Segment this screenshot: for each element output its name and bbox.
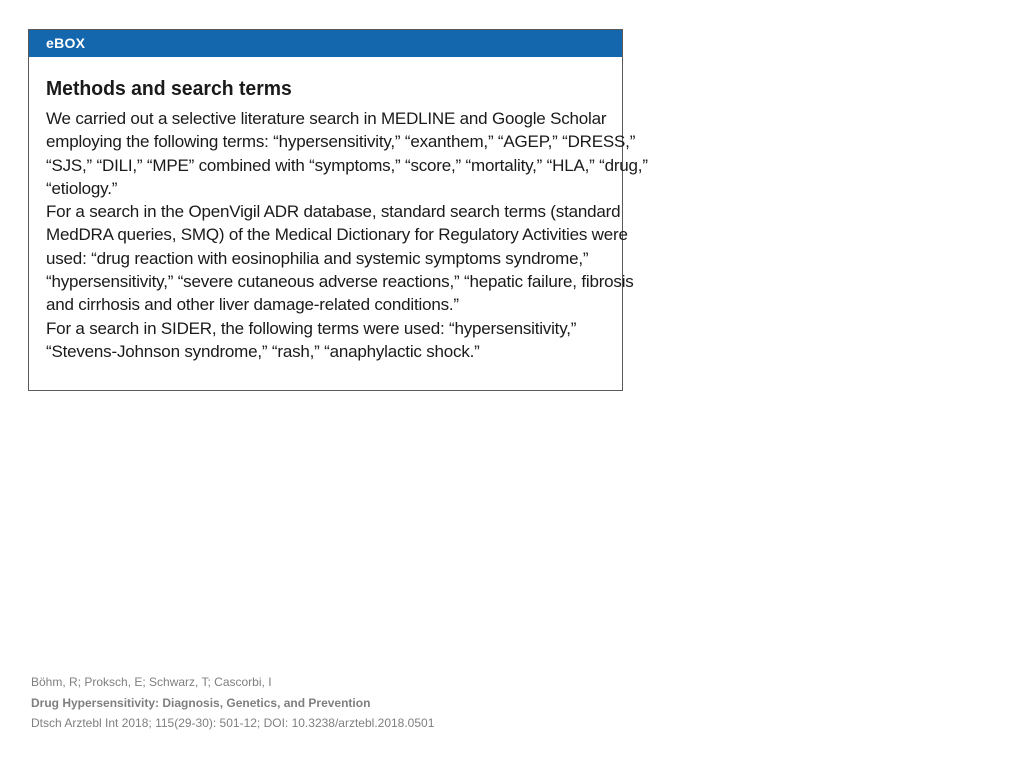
body-line: MedDRA queries, SMQ) of the Medical Dictionary for Regulatory Activities were <box>46 225 628 245</box>
body-line: “Stevens-Johnson syndrome,” “rash,” “anaphylactic shock.” <box>46 341 480 361</box>
citation-reference: Dtsch Arztebl Int 2018; 115(29-30): 501-12; DOI: 10.3238/arztebl.2018.0501 <box>31 716 435 730</box>
body-line: used: “drug reaction with eosinophilia and systemic symptoms syndrome,” <box>46 248 589 268</box>
ebox-header-label: eBOX <box>29 30 622 57</box>
body-line: employing the following terms: “hypersensitivity,” “exanthem,” “AGEP,” “DRESS,” <box>46 132 636 152</box>
body-line: For a search in SIDER, the following terms were used: “hypersensitivity,” <box>46 318 577 338</box>
body-line: and cirrhosis and other liver damage-related conditions.” <box>46 295 459 315</box>
body-line: For a search in the OpenVigil ADR database, standard search terms (standard <box>46 202 621 222</box>
ebox-panel <box>28 29 648 391</box>
body-line: “etiology.” <box>46 178 118 198</box>
body-line: We carried out a selective literature search in MEDLINE and Google Scholar <box>46 109 607 128</box>
citation-block <box>31 672 434 734</box>
body-line: “hypersensitivity,” “severe cutaneous adverse reactions,” “hepatic failure, fibrosis <box>46 272 634 292</box>
citation-authors: Böhm, R; Proksch, E; Schwarz, T; Cascorbi, I <box>31 675 272 689</box>
ebox-title: Methods and search terms <box>46 78 292 100</box>
citation-article-title: Drug Hypersensitivity: Diagnosis, Genetics, and Prevention <box>31 695 371 710</box>
ebox-body <box>46 107 648 363</box>
body-line: “SJS,” “DILI,” “MPE” combined with “symptoms,” “score,” “mortality,” “HLA,” “drug,” <box>46 155 648 175</box>
